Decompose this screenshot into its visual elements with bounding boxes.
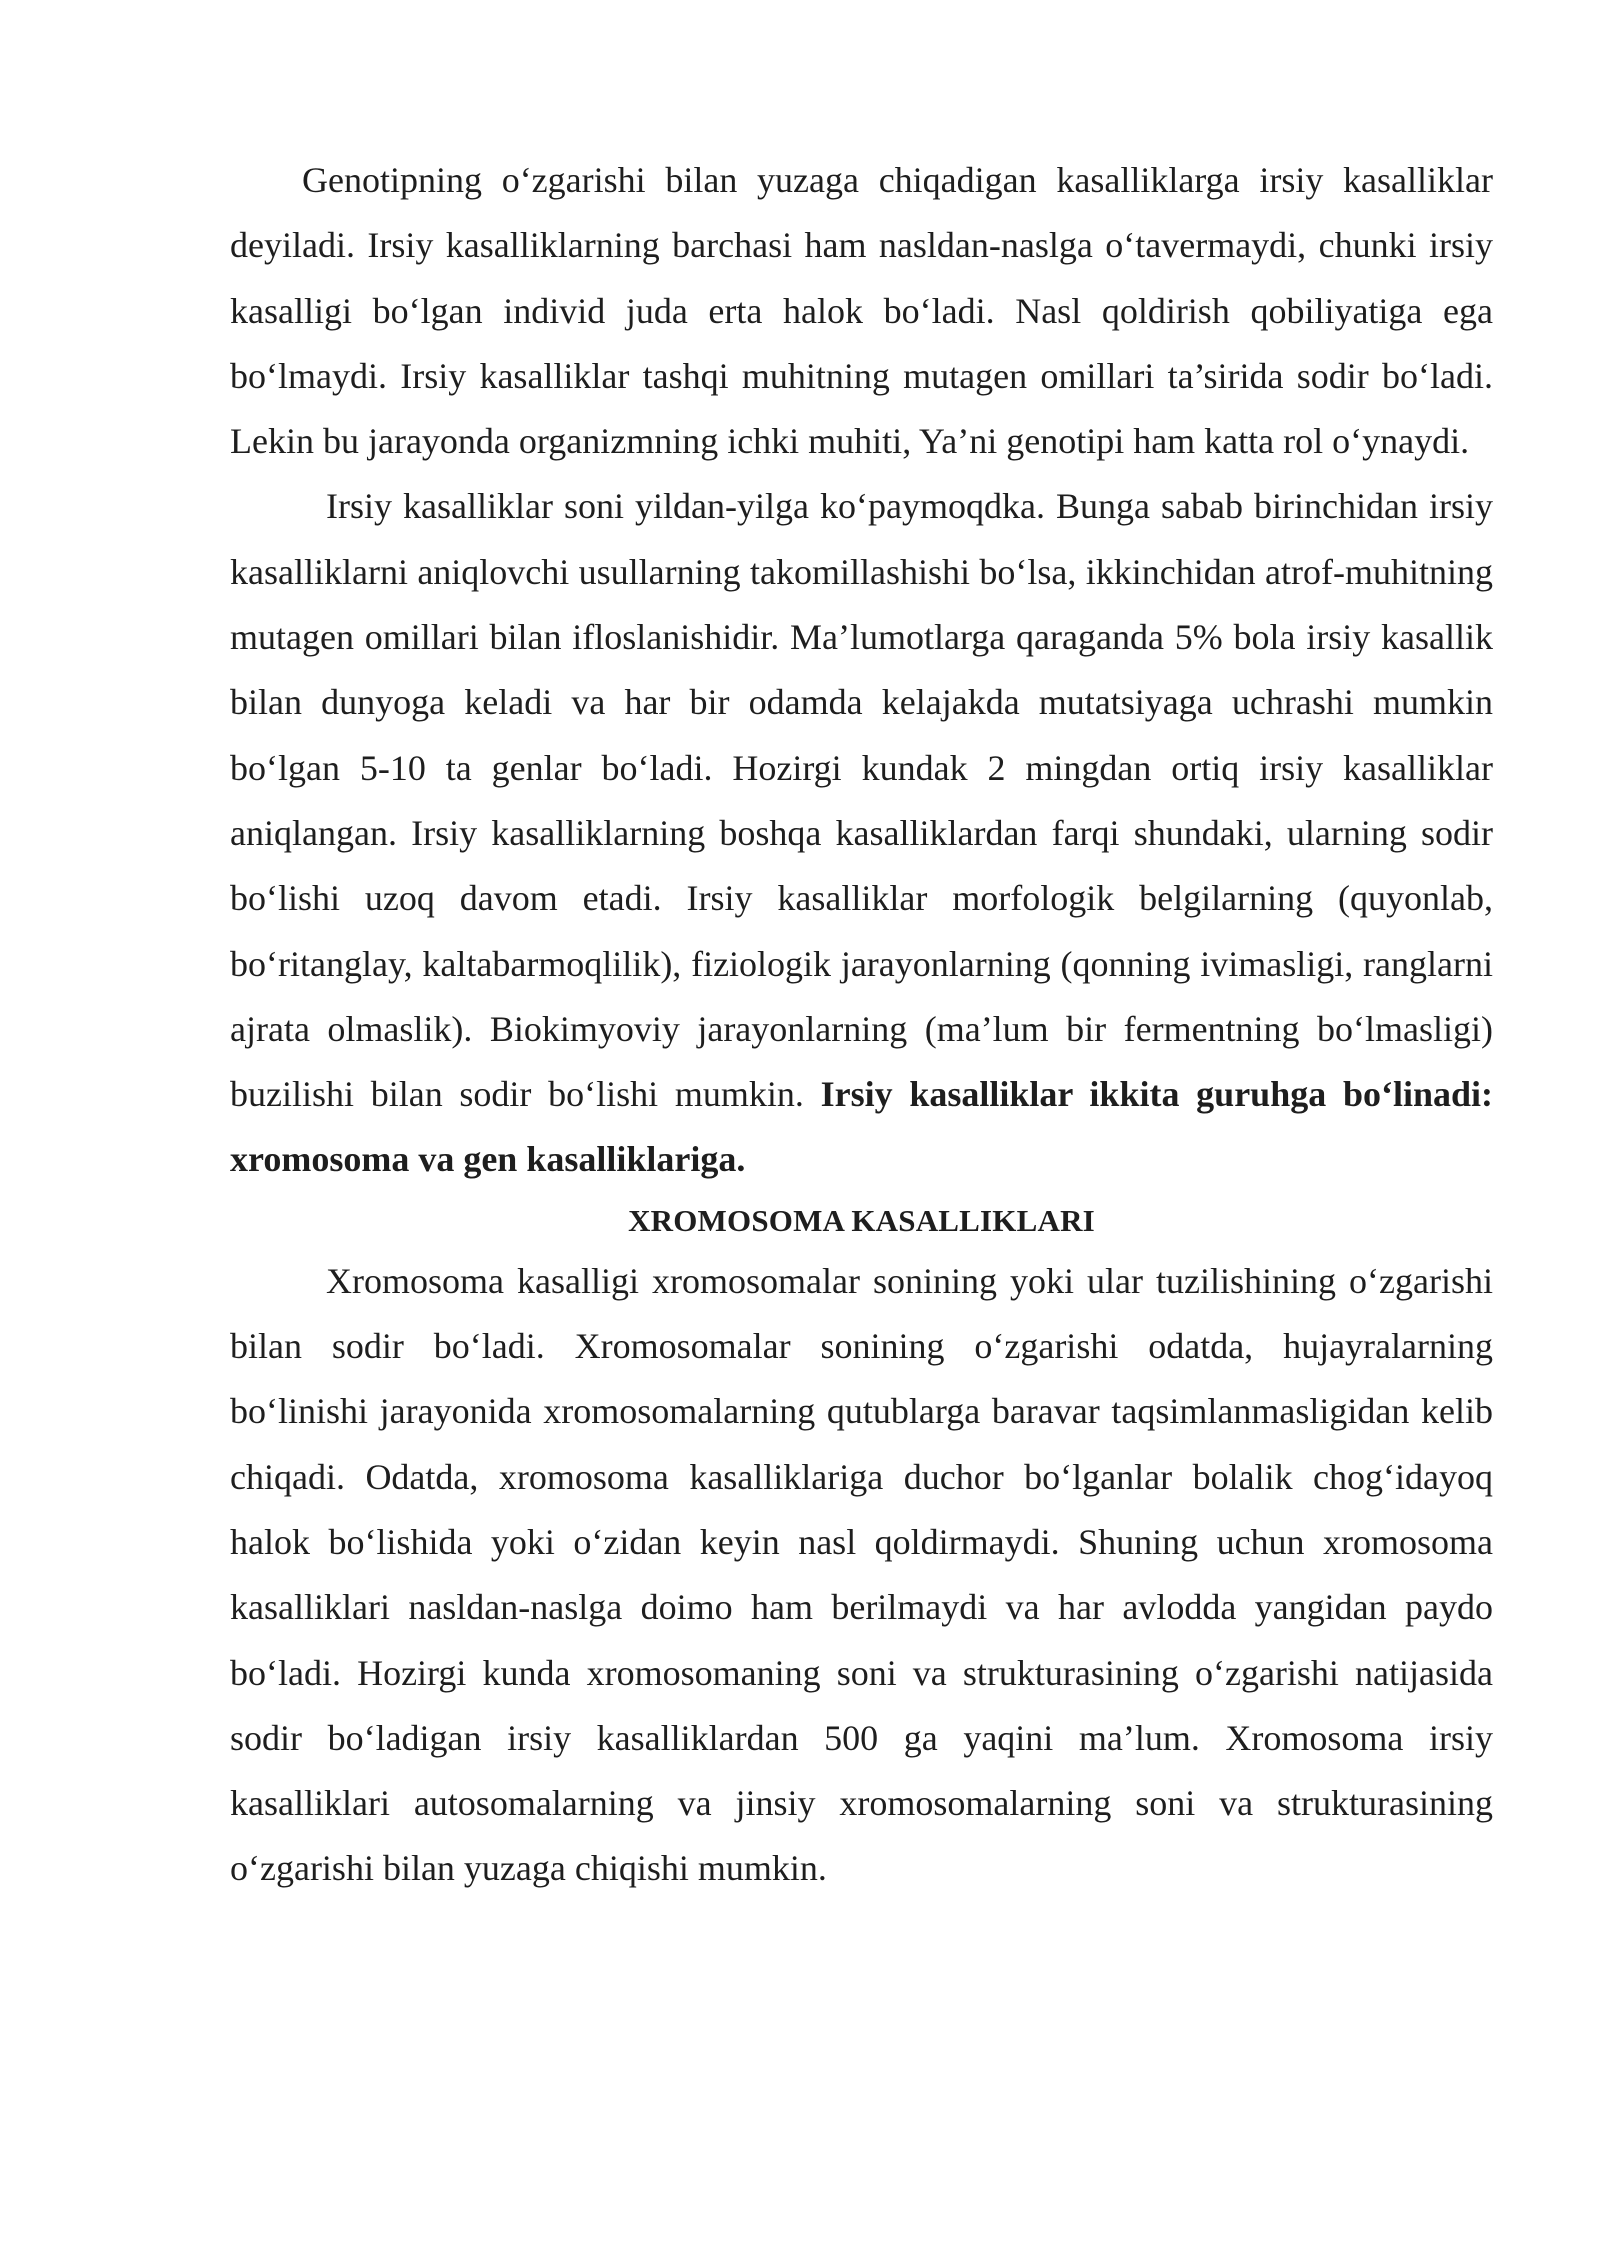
paragraph-hereditary-text: Irsiy kasalliklar soni yildan-yilga ko‘paymoqdka. Bunga sabab birinchidan irsiy kasalliklarni aniqlovchi usullarning takomillashishi bo‘lsa, ikkinchidan atrof-muhitning mutagen omillari bilan ifloslanishidir. Ma’lumotlarga qaraganda 5% bola irsiy kasallik bilan dunyoga keladi va har bir odamda kelajakda mutatsiyaga uchrashi mumkin bo‘lgan 5-10 ta genlar bo‘ladi. Hozirgi kundak 2 mingdan ortiq irsiy kasalliklar aniqlangan. Irsiy kasalliklarning boshqa kasalliklardan farqi shundaki, ularning sodir bo‘lishi uzoq davom etadi. Irsiy kasalliklar morfologik belgilarning (quyonlab, bo‘ritanglay, kaltabarmoqlilik), fiziologik jarayonlarning (qonning ivimasligi, ranglarni ajrata olmaslik). Biokimyoviy jarayonlarning (ma’lum bir fermentning bo‘lmasligi) buzilishi bilan sodir bo‘lishi mumkin. xyxy=(230,486,1493,1115)
paragraph-hereditary-diseases xyxy=(230,474,1493,1192)
section-heading: XROMOSOMA KASALLIKLARI xyxy=(628,1202,1095,1238)
document-page xyxy=(230,148,1493,1902)
paragraph-hereditary-bold-statement: Irsiy kasalliklar ikkita guruhga bo‘linadi: xromosoma va gen kasalliklariga. xyxy=(230,1074,1493,1180)
paragraph-chromosome-diseases: Xromosoma kasalligi xromosomalar sonining yoki ular tuzilishining o‘zgarishi bilan sodir bo‘ladi. Xromosomalar sonining o‘zgarishi odatda, hujayralarning bo‘linishi jarayonida xromosomalarning qutublarga baravar taqsimlanmasligidan kelib chiqadi. Odatda, xromosoma kasalliklariga duchor bo‘lganlar bolalik chog‘idayoq halok bo‘lishida yoki o‘zidan keyin nasl qoldirmaydi. Shuning uchun xromosoma kasalliklari nasldan-naslga doimo ham berilmaydi va har avlodda yangidan paydo bo‘ladi. Hozirgi kunda xromosomaning soni va strukturasining o‘zgarishi natijasida sodir bo‘ladigan irsiy kasalliklardan 500 ga yaqini ma’lum. Xromosoma irsiy kasalliklari autosomalarning va jinsiy xromosomalarning soni va strukturasining o‘zgarishi bilan yuzaga chiqishi mumkin. xyxy=(230,1260,1493,1889)
paragraph-intro: Genotipning o‘zgarishi bilan yuzaga chiqadigan kasalliklarga irsiy kasalliklar deyiladi. Irsiy kasalliklarning barchasi ham nasldan-naslga o‘tavermaydi, chunki irsiy kasalligi bo‘lgan individ juda erta halok bo‘ladi. Nasl qoldirish qobiliyatiga ega bo‘lmaydi. Irsiy kasalliklar tashqi muhitning mutagen omillari ta’sirida sodir bo‘ladi. Lekin bu jarayonda organizmning ichki muhiti, Ya’ni genotipi ham katta rol o‘ynaydi. xyxy=(230,160,1493,462)
